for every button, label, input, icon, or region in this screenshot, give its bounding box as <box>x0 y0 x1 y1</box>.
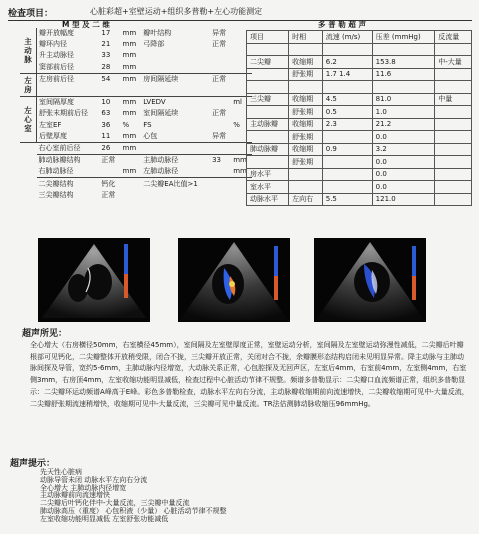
m-mode-cell <box>210 62 231 74</box>
doppler-cell <box>289 168 323 181</box>
doppler-cell <box>322 168 372 181</box>
doppler-cell <box>435 68 472 81</box>
m-mode-cell: 瓣叶结构 <box>143 29 172 38</box>
m-mode-cell: ml <box>231 97 252 109</box>
m-mode-cell: mm <box>122 51 137 60</box>
doppler-section-label: 多 普 勒 超 声 <box>318 20 366 29</box>
m-mode-cell: 10 <box>99 97 120 109</box>
doppler-col-header: 项目 <box>247 31 289 44</box>
doppler-col-header: 时相 <box>289 31 323 44</box>
m-mode-cell: 21 <box>101 40 111 49</box>
m-mode-cell: 主肺动脉径 <box>141 155 210 167</box>
m-mode-row <box>20 131 252 143</box>
doppler-cell <box>435 156 472 169</box>
m-mode-cell: mm <box>122 62 137 71</box>
m-mode-row <box>20 73 252 85</box>
m-mode-table <box>20 28 252 201</box>
doppler-cell: 三尖瓣 <box>247 93 289 106</box>
exam-items-label: 检查项目： <box>8 9 54 19</box>
echo-image-3 <box>314 238 426 322</box>
m-mode-row <box>20 108 252 119</box>
m-mode-cell: 左肺动脉径 <box>143 167 179 176</box>
m-mode-cell: 二尖瓣结构 <box>37 178 100 190</box>
doppler-cell <box>247 106 289 119</box>
doppler-cell <box>435 106 472 119</box>
doppler-cell <box>322 181 372 194</box>
echo-image-2 <box>178 238 290 322</box>
doppler-cell <box>289 43 323 56</box>
doppler-cell <box>289 81 323 94</box>
m-mode-cell: 17 <box>101 29 111 38</box>
findings-title: 超声所见： <box>22 329 68 339</box>
doppler-row <box>247 131 472 144</box>
m-mode-cell <box>141 85 210 97</box>
doppler-row <box>247 193 472 206</box>
doppler-row <box>247 93 472 106</box>
doppler-cell: 3.2 <box>372 143 435 156</box>
doppler-row <box>247 143 472 156</box>
doppler-cell: 0.0 <box>372 156 435 169</box>
doppler-cell <box>435 118 472 131</box>
m-mode-cell: % <box>233 120 240 129</box>
doppler-cell <box>435 43 472 56</box>
doppler-cell: 21.2 <box>372 118 435 131</box>
m-mode-cell: mm <box>121 142 142 154</box>
doppler-cell: 11.6 <box>372 68 435 81</box>
doppler-cell <box>247 81 289 94</box>
doppler-cell <box>247 156 289 169</box>
doppler-cell: 二尖瓣 <box>247 56 289 69</box>
doppler-cell: 房水平 <box>247 168 289 181</box>
m-mode-cell: 54 <box>99 73 120 85</box>
doppler-cell: 153.8 <box>372 56 435 69</box>
m-mode-cell <box>210 190 231 201</box>
findings-text: 全心增大（右房横径50mm，右室横径45mm），室间隔及左室壁厚度正常，室壁运动分析，室间隔及左室壁运动弥漫性减低，二尖瓣后叶瓣根部可见钙化，二尖瓣整体开放稍受限，闭合不拢，三尖瓣开放正常，关闭对合不拢，余瓣膜形态结构启闭未见明显异常。降主动脉与主肺动脉间探及导管，宽约5-6mm，主肺动脉内径增宽，大动脉关系正常，心包腔探及无回声区，左室后4mm，右室前4mm，左室侧4mm，右室侧3mm，右房顶4mm，左室收缩功能明显减低，检查过程中心脏活动节律不规整。频谱多普勒显示：二尖瓣口血流频谱正常，组织多普勒显示：二尖瓣环运动频谱A峰高于E峰。彩色多普勒检查，动脉水平左向右分流，主动脉瓣收缩期前向流速增快，二尖瓣收缩期可见中-大量反流，二尖瓣舒张期流速稍增快，收缩期可见中-大量反流，三尖瓣可见中量反流。TR法估测肺动脉收缩压96mmHg。 <box>30 341 469 408</box>
m-mode-cell <box>37 85 100 97</box>
m-mode-row <box>20 120 252 131</box>
doppler-row <box>247 68 472 81</box>
doppler-row <box>247 106 472 119</box>
m-mode-cell: 33 <box>210 155 231 167</box>
m-mode-cell: 11 <box>101 131 111 140</box>
m-mode-cell: 正常 <box>99 155 120 167</box>
m-mode-cell: 心包 <box>143 131 158 140</box>
m-mode-cell <box>141 190 210 201</box>
doppler-cell: 0.0 <box>372 131 435 144</box>
m-mode-cell <box>121 190 142 201</box>
m-mode-cell: 钙化 <box>99 178 120 190</box>
doppler-cell: 左向右 <box>289 193 323 206</box>
doppler-cell: 1.0 <box>372 106 435 119</box>
m-mode-row <box>20 178 252 190</box>
m-mode-cell: mm <box>231 155 252 167</box>
doppler-cell <box>435 81 472 94</box>
m-mode-cell: 房间隔延续 <box>141 73 210 85</box>
doppler-cell: 中量 <box>435 93 472 106</box>
doppler-cell <box>322 43 372 56</box>
m-mode-cell: 右心室前后径 <box>37 142 100 154</box>
m-mode-cell: 瓣开放幅度 <box>39 29 74 38</box>
doppler-cell: 收缩期 <box>289 143 323 156</box>
m-mode-cell: 33 <box>101 51 111 60</box>
m-mode-cell <box>210 97 231 109</box>
doppler-cell: 室水平 <box>247 181 289 194</box>
doppler-row <box>247 81 472 94</box>
tips-list <box>40 469 226 524</box>
doppler-cell: 舒张期 <box>289 156 323 169</box>
doppler-header-row <box>247 31 472 44</box>
m-mode-group-label: 左心室 <box>20 97 37 143</box>
tip-item: 二尖瓣后叶钙化伴中-大量反流，三尖瓣中量反流 <box>40 499 190 508</box>
doppler-row <box>247 181 472 194</box>
m-mode-cell: LVEDV <box>141 97 210 109</box>
m-mode-cell: 左室EF <box>39 120 62 129</box>
m-mode-cell: 弓降部 <box>143 40 165 49</box>
m-mode-section-label: M 型 及 二 维 <box>62 20 110 29</box>
doppler-row <box>247 56 472 69</box>
doppler-col-header: 压差 (mmHg) <box>372 31 435 44</box>
m-mode-cell <box>121 178 142 190</box>
doppler-row <box>247 156 472 169</box>
doppler-row <box>247 118 472 131</box>
doppler-cell <box>289 181 323 194</box>
m-mode-row <box>20 50 252 61</box>
m-mode-cell: mm <box>122 29 137 38</box>
m-mode-cell: mm <box>121 73 142 85</box>
m-mode-cell: FS <box>143 120 152 129</box>
m-mode-row <box>20 190 252 201</box>
doppler-cell <box>247 68 289 81</box>
m-mode-cell <box>99 166 120 178</box>
doppler-cell: 中-大量 <box>435 56 472 69</box>
tip-item: 肺动脉高压（重度） 心包积液（少量） 心脏活动节律不规整 <box>40 506 227 515</box>
m-mode-cell: 肺动脉瓣结构 <box>37 155 100 167</box>
doppler-cell <box>435 143 472 156</box>
m-mode-cell <box>210 50 231 61</box>
m-mode-cell: 瓣环内径 <box>39 40 67 49</box>
doppler-cell: 0.9 <box>322 143 372 156</box>
doppler-table <box>246 30 472 206</box>
m-mode-cell <box>210 142 231 154</box>
m-mode-row <box>20 142 252 154</box>
doppler-cell <box>322 156 372 169</box>
m-mode-group-label: 主动脉 <box>20 28 37 73</box>
m-mode-row <box>20 155 252 167</box>
m-mode-cell: mm <box>122 167 137 176</box>
m-mode-cell: 右肺动脉径 <box>38 167 74 176</box>
doppler-row <box>247 43 472 56</box>
m-mode-cell: mm <box>121 97 142 109</box>
doppler-cell <box>247 43 289 56</box>
m-mode-row <box>20 97 252 109</box>
m-mode-cell: mm <box>122 131 137 140</box>
m-mode-cell: 后壁厚度 <box>39 131 67 140</box>
doppler-cell: 舒张期 <box>289 106 323 119</box>
m-mode-cell <box>210 120 231 131</box>
doppler-cell <box>247 131 289 144</box>
m-mode-cell: 异常 <box>212 131 227 140</box>
doppler-cell: 6.2 <box>322 56 372 69</box>
m-mode-cell: 室间隔厚度 <box>37 97 100 109</box>
m-mode-cell: 36 <box>101 120 111 129</box>
m-mode-cell: 63 <box>101 109 111 118</box>
m-mode-cell <box>210 85 231 97</box>
doppler-cell <box>322 81 372 94</box>
m-mode-cell: 升主动脉径 <box>39 51 74 60</box>
doppler-cell: 0.5 <box>322 106 372 119</box>
m-mode-cell: 二尖瓣EA比值>1 <box>141 178 210 190</box>
doppler-cell: 收缩期 <box>289 93 323 106</box>
doppler-cell <box>322 131 372 144</box>
doppler-cell: 0.0 <box>372 168 435 181</box>
m-mode-cell <box>141 50 210 61</box>
m-mode-cell: 正常 <box>212 109 227 118</box>
m-mode-row <box>20 39 252 50</box>
doppler-cell <box>372 81 435 94</box>
m-mode-cell <box>210 166 231 178</box>
doppler-col-header: 流速 (m/s) <box>322 31 372 44</box>
m-mode-cell: mm <box>122 40 137 49</box>
m-mode-cell: 舒张末期前后径 <box>39 109 88 118</box>
m-mode-cell: 26 <box>99 142 120 154</box>
m-mode-cell: 28 <box>101 62 111 71</box>
m-mode-cell <box>141 142 210 154</box>
m-mode-group-label: 左房 <box>20 73 37 96</box>
tip-item: 先天性心脏病 <box>40 468 82 476</box>
tip-item: 全心增大 主肺动脉内径增宽 <box>40 483 127 492</box>
m-mode-row <box>20 28 252 39</box>
doppler-cell <box>435 181 472 194</box>
m-mode-cell <box>121 155 142 167</box>
m-mode-cell <box>121 85 142 97</box>
m-mode-group-spacer <box>20 142 37 200</box>
doppler-cell: 2.3 <box>322 118 372 131</box>
m-mode-cell <box>99 85 120 97</box>
m-mode-cell: 正常 <box>212 40 227 49</box>
m-mode-row <box>20 85 252 97</box>
m-mode-cell: mm <box>233 167 247 176</box>
m-mode-row <box>20 166 252 178</box>
doppler-cell: 主动脉瓣 <box>247 118 289 131</box>
doppler-cell: 舒张期 <box>289 131 323 144</box>
tip-item: 动脉导管未闭 动脉水平左向右分流 <box>40 475 148 484</box>
doppler-cell: 肺动脉瓣 <box>247 143 289 156</box>
tip-item: 左室收缩功能明显减低 左室舒张功能减低 <box>40 514 169 523</box>
echo-image-1 <box>38 238 150 322</box>
exam-items-value: 心脏彩超+室壁运动+组织多普勒+左心功能测定 <box>90 7 263 16</box>
m-mode-cell: 左房前后径 <box>37 73 100 85</box>
m-mode-cell: 三尖瓣结构 <box>38 190 74 199</box>
doppler-cell <box>435 131 472 144</box>
tip-item: 主动脉瓣前向流速增快 <box>40 491 110 500</box>
doppler-cell: 81.0 <box>372 93 435 106</box>
doppler-cell: 舒张期 <box>289 68 323 81</box>
m-mode-cell: % <box>122 120 130 129</box>
doppler-cell: 收缩期 <box>289 56 323 69</box>
doppler-cell <box>372 43 435 56</box>
doppler-cell: 0.0 <box>372 181 435 194</box>
m-mode-cell: mm <box>122 109 137 118</box>
tips-title: 超声提示： <box>10 459 56 469</box>
m-mode-cell: 异常 <box>212 29 227 38</box>
doppler-cell: 1.7 1.4 <box>322 68 372 81</box>
doppler-cell <box>435 193 472 206</box>
m-mode-cell: 正常 <box>101 190 116 199</box>
doppler-cell: 动脉水平 <box>247 193 289 206</box>
doppler-cell: 收缩期 <box>289 118 323 131</box>
doppler-cell: 4.5 <box>322 93 372 106</box>
doppler-row <box>247 168 472 181</box>
m-mode-row <box>20 62 252 74</box>
m-mode-cell <box>210 178 231 190</box>
m-mode-cell: 室间隔延续 <box>143 109 179 118</box>
doppler-cell: 121.0 <box>372 193 435 206</box>
doppler-cell: 5.5 <box>322 193 372 206</box>
m-mode-cell: 正常 <box>210 73 231 85</box>
m-mode-cell <box>141 62 210 74</box>
doppler-cell <box>435 168 472 181</box>
doppler-col-header: 反流量 <box>435 31 472 44</box>
m-mode-cell: 窦部前后径 <box>39 62 74 71</box>
